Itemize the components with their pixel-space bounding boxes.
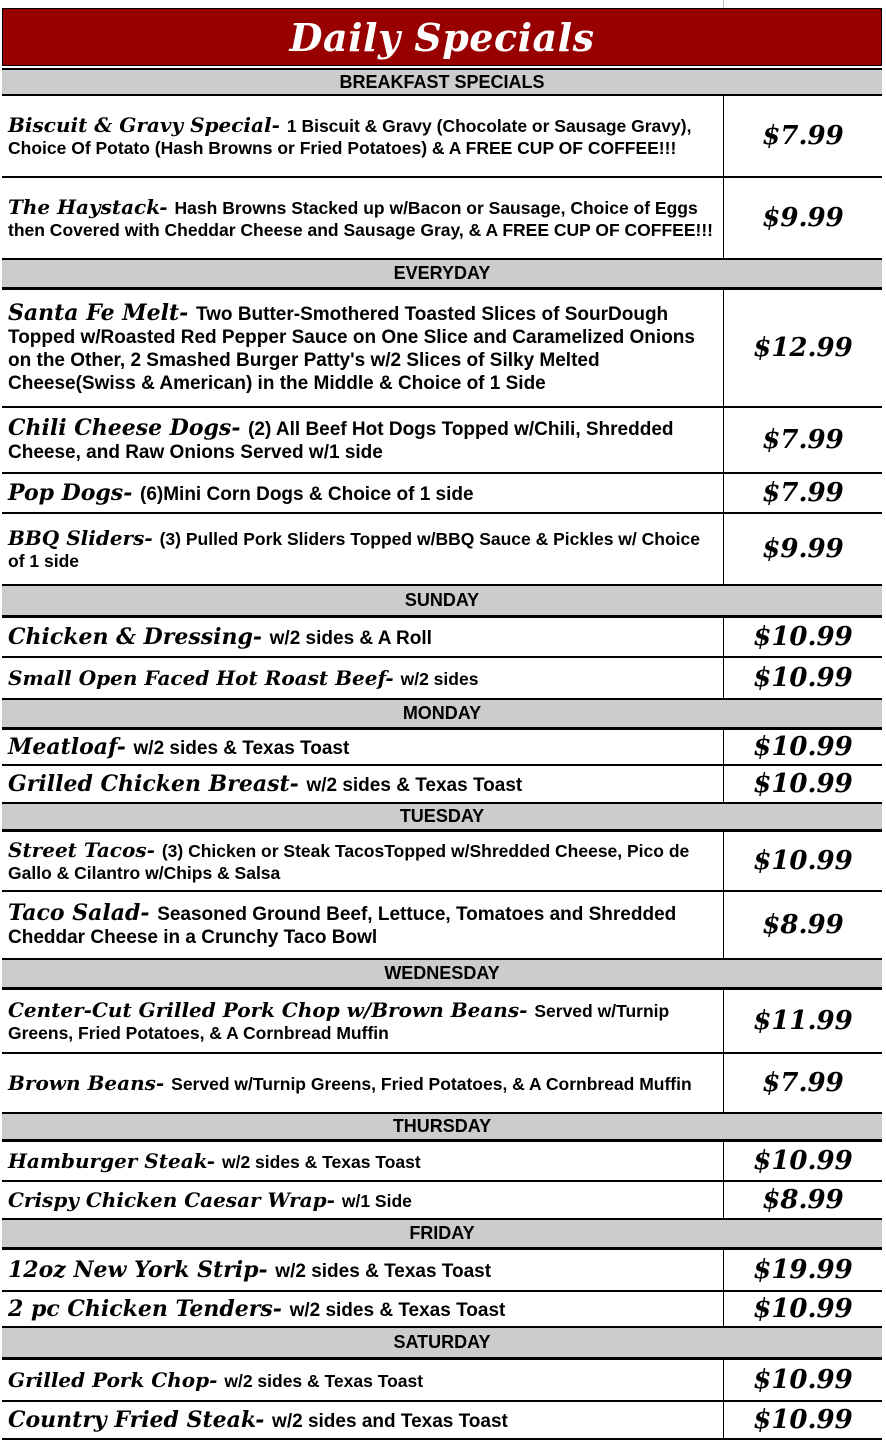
item-description-cell xyxy=(2,474,724,512)
item-price: $9.99 xyxy=(762,203,844,233)
menu-item-row xyxy=(2,94,882,176)
item-details: w/2 sides & Texas Toast xyxy=(275,1260,492,1282)
section-header: THURSDAY xyxy=(2,1112,882,1140)
item-details: (2) All Beef Hot Dogs Topped w/Chili, Shredded Cheese, and Raw Onions Served w/1 side xyxy=(8,419,674,463)
menu-item-row xyxy=(2,1052,882,1112)
item-price: $9.99 xyxy=(762,534,844,564)
menu-item-row xyxy=(2,1180,882,1218)
item-price: $19.99 xyxy=(753,1255,853,1285)
name-separator: - xyxy=(116,733,134,760)
item-price: $11.99 xyxy=(753,1006,853,1036)
item-price: $8.99 xyxy=(762,910,844,940)
item-description-cell xyxy=(2,1250,724,1290)
item-price: $12.99 xyxy=(753,333,853,363)
name-separator: - xyxy=(271,113,287,138)
item-details: (3) Chicken or Steak TacosTopped w/Shredded Cheese, Pico de Gallo & Cilantro w/Chips & Salsa xyxy=(8,841,690,883)
item-name: Grilled Chicken Breast xyxy=(8,770,290,797)
name-separator: - xyxy=(255,1406,273,1433)
item-name: Grilled Pork Chop xyxy=(8,1367,210,1392)
menu-item-row xyxy=(2,1140,882,1180)
name-separator: - xyxy=(289,770,307,797)
item-price: $7.99 xyxy=(762,478,844,508)
name-separator: - xyxy=(179,300,196,327)
item-description-cell xyxy=(2,658,724,698)
item-name: Country Fried Steak xyxy=(8,1406,256,1433)
item-details: Served w/Turnip Greens, Fried Potatoes, & A Cornbread Muffin xyxy=(171,1073,692,1094)
name-separator: - xyxy=(159,195,175,220)
item-description-cell xyxy=(2,766,724,802)
item-price: $10.99 xyxy=(753,622,853,652)
menu-item-row xyxy=(2,764,882,802)
section-header: BREAKFAST SPECIALS xyxy=(2,68,882,96)
item-description-cell xyxy=(2,290,724,406)
name-separator: - xyxy=(155,1070,172,1095)
item-description-cell xyxy=(2,990,724,1052)
item-description-cell xyxy=(2,730,724,764)
item-price: $10.99 xyxy=(753,1294,853,1324)
item-price: $10.99 xyxy=(753,1146,853,1176)
menu-item-row xyxy=(2,288,882,406)
item-name: Center-Cut Grilled Pork Chop w/Brown Beans xyxy=(8,998,520,1023)
name-separator: - xyxy=(209,1367,225,1392)
menu-item-row xyxy=(2,1400,882,1438)
item-details: w/2 sides & Texas Toast xyxy=(133,737,350,759)
item-price: $10.99 xyxy=(753,1365,853,1395)
menu-item-row xyxy=(2,1248,882,1290)
name-separator: - xyxy=(519,998,535,1023)
item-name: Pop Dogs xyxy=(8,479,124,506)
item-details: (6)Mini Corn Dogs & Choice of 1 side xyxy=(140,483,474,505)
section-header: EVERYDAY xyxy=(2,258,882,288)
item-description-cell xyxy=(2,1402,724,1438)
item-description-cell xyxy=(2,514,724,584)
item-name: BBQ Sliders xyxy=(8,526,145,551)
menu-item-row xyxy=(2,830,882,890)
section-header: WEDNESDAY xyxy=(2,958,882,988)
item-description-cell xyxy=(2,618,724,656)
item-description-cell xyxy=(2,892,724,958)
menu-item-row xyxy=(2,1358,882,1400)
item-name: Brown Beans xyxy=(8,1070,156,1095)
item-description-cell xyxy=(2,96,724,176)
menu-item-row xyxy=(2,616,882,656)
item-details: w/2 sides & A Roll xyxy=(269,627,432,649)
item-details: w/2 sides & Texas Toast xyxy=(289,1299,506,1321)
name-separator: - xyxy=(252,623,270,650)
item-description-cell xyxy=(2,408,724,472)
item-details: w/2 sides & Texas Toast xyxy=(306,774,523,796)
item-name: The Haystack xyxy=(8,195,160,220)
item-name: 2 pc Chicken Tenders xyxy=(8,1295,273,1322)
item-price: $8.99 xyxy=(762,1185,844,1215)
item-name: Small Open Faced Hot Roast Beef xyxy=(8,665,386,690)
menu-item-row xyxy=(2,890,882,958)
item-details: Hash Browns Stacked up w/Bacon or Sausage, Choice of Eggs then Covered with Cheddar Cheese and Sausage Gray, & A FREE CUP OF COFFEE!!! xyxy=(8,198,713,240)
item-details: Served w/Turnip Greens, Fried Potatoes, & A Cornbread Muffin xyxy=(8,1001,670,1043)
menu-item-row xyxy=(2,656,882,698)
item-price: $10.99 xyxy=(753,769,853,799)
item-price: $10.99 xyxy=(753,846,853,876)
menu-item-row xyxy=(2,176,882,258)
item-name: Chicken & Dressing xyxy=(8,623,253,650)
name-separator: - xyxy=(272,1295,290,1322)
item-description-cell xyxy=(2,178,724,258)
menu-title-bar xyxy=(2,8,882,66)
item-description-cell xyxy=(2,1142,724,1180)
section-header: SUNDAY xyxy=(2,584,882,616)
top-strip xyxy=(0,0,886,8)
name-separator: - xyxy=(385,665,401,690)
name-separator: - xyxy=(123,479,140,506)
menu-item-row xyxy=(2,988,882,1052)
name-separator: - xyxy=(326,1187,342,1212)
item-description-cell xyxy=(2,1360,724,1400)
menu-item-row xyxy=(2,728,882,764)
menu-title: Daily Specials xyxy=(289,14,595,60)
item-name: Chili Cheese Dogs xyxy=(8,415,232,442)
name-separator: - xyxy=(206,1148,222,1173)
item-name: 12oz New York Strip xyxy=(8,1256,259,1283)
item-name: Meatloaf xyxy=(8,733,117,760)
item-details: 1 Biscuit & Gravy (Chocolate or Sausage Gravy), Choice Of Potato (Hash Browns or Fried Potatoes) & A FREE CUP OF COFFEE!!! xyxy=(8,116,692,158)
section-header: SATURDAY xyxy=(2,1326,882,1358)
item-description-cell xyxy=(2,832,724,890)
menu-item-row xyxy=(2,512,882,584)
item-price: $7.99 xyxy=(762,425,844,455)
item-name: Taco Salad xyxy=(8,900,141,927)
item-details: Seasoned Ground Beef, Lettuce, Tomatoes and Shredded Cheddar Cheese in a Crunchy Taco Bowl xyxy=(8,904,677,948)
item-name: Biscuit & Gravy Special xyxy=(8,113,272,138)
item-price: $10.99 xyxy=(753,732,853,762)
menu-item-row xyxy=(2,1290,882,1326)
menu-item-row xyxy=(2,472,882,512)
column-divider-tick xyxy=(723,0,724,8)
item-price: $7.99 xyxy=(762,121,844,151)
item-details: w/2 sides & Texas Toast xyxy=(224,1370,424,1391)
item-description-cell xyxy=(2,1292,724,1326)
item-name: Santa Fe Melt xyxy=(8,300,180,327)
item-description-cell xyxy=(2,1054,724,1112)
item-details: w/2 sides & Texas Toast xyxy=(221,1151,421,1172)
section-header: MONDAY xyxy=(2,698,882,728)
name-separator: - xyxy=(146,838,162,863)
name-separator: - xyxy=(231,415,249,442)
item-price: $10.99 xyxy=(753,1405,853,1435)
item-details: w/2 sides and Texas Toast xyxy=(272,1410,508,1432)
item-details: (3) Pulled Pork Sliders Topped w/BBQ Sauce & Pickles w/ Choice of 1 side xyxy=(8,529,700,571)
item-price: $10.99 xyxy=(753,663,853,693)
item-details: w/2 sides xyxy=(400,668,479,689)
name-separator: - xyxy=(140,900,158,927)
section-header: FRIDAY xyxy=(2,1218,882,1248)
item-details: w/1 Side xyxy=(341,1190,412,1211)
item-price: $7.99 xyxy=(762,1068,844,1098)
item-details: Two Butter-Smothered Toasted Slices of SourDough Topped w/Roasted Red Pepper Sauce on One Slice and Caramelized Onions on the Other, 2 Smashed Burger Patty's w/2 Slices of Silky Melted Cheese(Swiss & American) in the Middle & Choice of 1 Side xyxy=(8,304,695,394)
item-name: Street Tacos xyxy=(8,838,147,863)
menu-item-row xyxy=(2,406,882,472)
section-header: TUESDAY xyxy=(2,802,882,830)
item-name: Hamburger Steak xyxy=(8,1148,207,1173)
item-description-cell xyxy=(2,1182,724,1218)
item-name: Crispy Chicken Caesar Wrap xyxy=(8,1187,327,1212)
name-separator: - xyxy=(258,1256,276,1283)
name-separator: - xyxy=(144,526,160,551)
